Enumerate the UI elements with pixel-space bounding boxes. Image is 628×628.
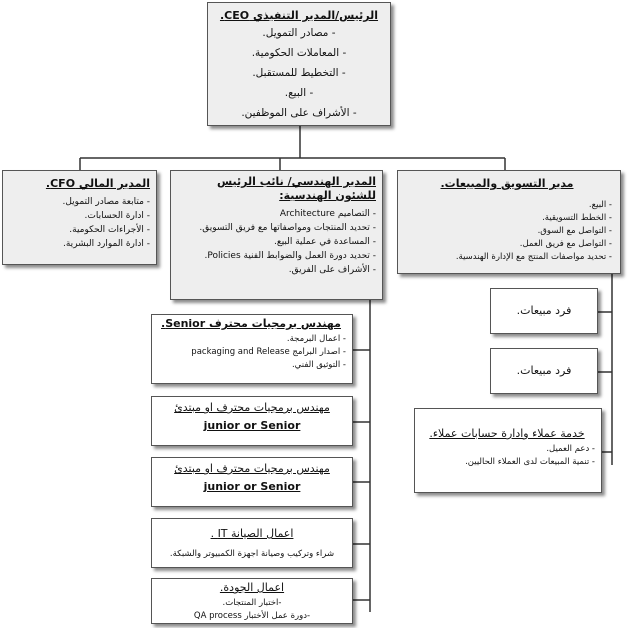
ceo-item: - التخطيط للمستقبل. [252, 67, 346, 79]
ceo-item: - مصادر التمويل. [262, 27, 336, 39]
senior-item: - التوثيق الفني. [291, 360, 346, 370]
developer-level: junior or Senior [203, 419, 301, 432]
cfo-item: - ادارة الحسابات. [84, 211, 150, 221]
marketing-item: - تحديد مواصفات المنتج مع الإدارة الهندسية. [455, 252, 612, 262]
cfo-item: - متابعة مصادر التمويل. [62, 197, 150, 207]
engineering-manager-box [170, 170, 383, 300]
qa-item: -دورة عمل الأختبار QA process [193, 611, 311, 621]
engineering-item: - المساعدة في عملية البيع. [274, 237, 376, 247]
marketing-item: - البيع. [588, 200, 612, 210]
ceo-item: - المعاملات الحكومية. [251, 47, 347, 59]
engineering-item: - الأشراف على الفريق. [288, 265, 376, 275]
marketing-item: - التواصل مع السوق. [537, 226, 612, 236]
developer-box-1 [151, 396, 353, 446]
qa-box [151, 578, 353, 624]
cfo-box [2, 170, 157, 265]
developer-title: مهندس برمجيات محترف او مبتدئ [174, 462, 330, 475]
developer-level: junior or Senior [203, 480, 301, 493]
ceo-box [207, 2, 391, 126]
developer-box-2 [151, 457, 353, 507]
salesperson-title: فرد مبيعات. [516, 304, 572, 317]
customer-service-item: - دعم العميل. [546, 444, 595, 454]
qa-item: -اختبار المنتجات. [222, 598, 282, 608]
senior-item: - اعمال البرمجة. [286, 334, 346, 344]
developer-title: مهندس برمجيات محترف او مبتدئ [174, 401, 330, 414]
marketing-item: - التواصل مع فريق العمل. [519, 239, 612, 249]
salesperson-box-1 [490, 288, 598, 334]
engineering-item: - تحديد دورة العمل والضوابط الفنية Policies. [204, 251, 376, 261]
cfo-item: - الأجراءات الحكومية. [69, 225, 150, 235]
senior-engineer-box [151, 314, 353, 384]
cfo-item: - ادارة الموارد البشرية. [63, 239, 150, 249]
salesperson-box-2 [490, 348, 598, 394]
marketing-manager-title: مدير التسويق والمبيعات. [440, 177, 574, 190]
ceo-title: الرئيس/المدير التنفيذي CEO. [219, 9, 379, 22]
engineering-item: - التصاميم Architecture [279, 209, 376, 219]
customer-service-item: - تنمية المبيعات لدى العملاء الحاليين. [465, 457, 595, 467]
engineering-manager-title: المدير الهندسي/ نائب الرئيس للشئون الهندسية: [216, 175, 376, 202]
ceo-item: - الأشراف على الموظفين. [241, 107, 357, 119]
marketing-item: - الخطط التسويقية. [542, 213, 612, 223]
customer-service-box [414, 408, 602, 493]
salesperson-title: فرد مبيعات. [516, 364, 572, 377]
senior-engineer-title: مهندس برمجيات محترف Senior. [161, 317, 341, 330]
it-title: اعمال الصيانة IT . [210, 527, 294, 540]
marketing-manager-box [397, 170, 621, 274]
cfo-title: المدير المالي CFO. [45, 177, 150, 190]
it-maintenance-box [151, 518, 353, 568]
engineering-item: - تحديد المنتجات ومواصفاتها مع فريق التسويق. [199, 223, 376, 233]
customer-service-title: خدمة عملاء وادارة حسابات عملاء. [429, 427, 585, 440]
ceo-item: - البيع. [284, 87, 314, 99]
qa-title: اعمال الجودة. [219, 581, 285, 594]
it-item: شراء وتركيب وصيانة اجهزة الكمبيوتر والشبكة. [169, 549, 335, 559]
senior-item: - اصدار البرامج packaging and Release [191, 347, 346, 357]
